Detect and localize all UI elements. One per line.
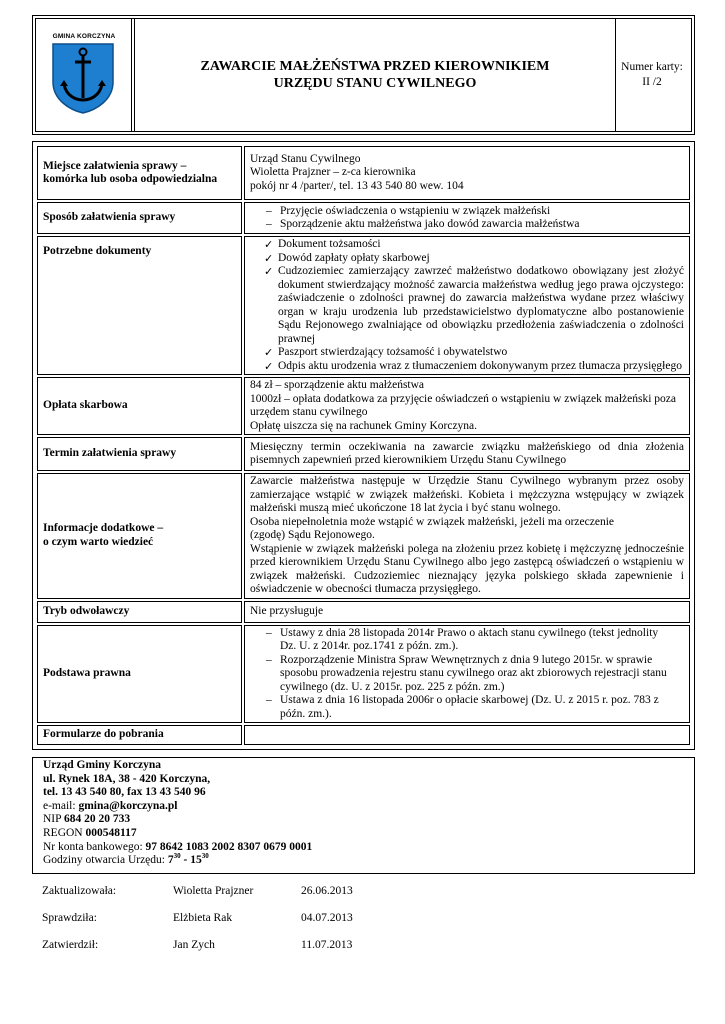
fee-line: 1000zł – opłata dodatkowa za przyjęcie oświadczeń o wstąpieniu w związek małżeński poza urzędem stanu cywilnego: [250, 392, 676, 418]
list-item: – Ustawa z dnia 16 listopada 2006r o opłacie skarbowej (Dz. U. z 2015 r. poz. 783 z późn. zm.).: [266, 694, 674, 721]
gmina-crest: [50, 33, 118, 117]
card-number-label: Numer karty:: [621, 61, 683, 73]
email-link[interactable]: gmina@korczyna.pl: [78, 799, 178, 812]
row-label: Tryb odwoławczy: [37, 601, 242, 623]
bank-account-label: Nr konta bankowego:: [43, 840, 146, 853]
responsible-person: Wioletta Prajzner – z-ca kierownika: [250, 166, 416, 179]
list-item: ✓ Dokument tożsamości: [264, 238, 684, 252]
document-title: [134, 19, 616, 131]
nip-label: NIP: [43, 813, 64, 826]
label-line: Informacje dodatkowe –: [43, 522, 164, 535]
info-paragraph: Zawarcie małżeństwa następuje w Urzędzie Stanu Cywilnego wybranym przez osoby zamierzające wstąpić w związek małżeński. Kobieta i mężczyzna wstępujący w związek małżeński muszą mieć ukończone 18 lat życia i być stanu wolnego.: [250, 475, 684, 514]
email-line: [43, 800, 684, 814]
office-address: ul. Rynek 18A, 38 - 420 Korczyna,: [43, 772, 211, 785]
row-value: [244, 625, 690, 724]
info-paragraph: Wstąpienie w związek małżeński polega na złożeniu przez kobietę i mężczyznę jednocześnie przed kierownikiem Urzędu Stanu Cywilnego albo jego zastępcą oświadczeń o wstąpieniu w związek małżeński. Cudzoziemiec nieznający języka polskiego składa zapewnienie i oświadczenie w obecności tłumacza przysięgłego.: [250, 542, 684, 595]
row-label: Podstawa prawna: [37, 625, 242, 724]
row-formularze: [37, 725, 690, 745]
info-paragraph: Osoba niepełnoletnia może wstąpić w związek małżeński, jeżeli ma orzeczenie: [250, 515, 615, 528]
hours-separator: -: [180, 854, 191, 867]
room-and-phone: pokój nr 4 /parter/, tel. 13 43 540 80 wew. 104: [250, 179, 464, 192]
row-label: Termin załatwienia sprawy: [37, 437, 242, 471]
document-header: [32, 15, 695, 135]
row-oplata: [37, 377, 690, 435]
row-value: [244, 473, 690, 599]
info-table-frame: [32, 141, 695, 750]
info-paragraph: (zgodę) Sądu Rejonowego.: [250, 529, 375, 541]
nip-value: 684 20 20 733: [63, 813, 131, 826]
row-informacje: [37, 473, 690, 599]
list-item: – Sporządzenie aktu małżeństwa jako dowód zawarcia małżeństwa: [266, 218, 684, 232]
bank-account-value: 97 8642 1083 2002 8307 0679 0001: [145, 840, 313, 853]
bank-account-line: [43, 841, 684, 855]
row-podstawa: [37, 625, 690, 724]
signature-date: 26.06.2013: [301, 885, 353, 897]
info-table: [35, 144, 692, 747]
office-phone: tel. 13 43 540 80, fax 13 43 540 96: [43, 786, 206, 799]
anchor-shield-icon: [50, 42, 116, 114]
regon-line: [43, 827, 684, 841]
signature-name: Jan Zych: [173, 939, 215, 951]
header-inner-frame: [35, 18, 692, 132]
list-item: – Ustawy z dnia 28 listopada 2014r Prawo o aktach stanu cywilnego (tekst jednolity Dz. U. z 2014r. poz.1741 z późn. zm.).: [266, 627, 674, 654]
crest-label: GMINA KORCZYNA: [52, 33, 116, 40]
list-item: ✓ Odpis aktu urodzenia wraz z tłumaczeniem dokonywanym przez tłumacza przysięgłego: [264, 360, 684, 374]
signature-date: 04.07.2013: [301, 912, 353, 924]
list-item: – Rozporządzenie Ministra Spraw Wewnętrznych z dnia 9 lutego 2015r. w sprawie sposobu prowadzenia rejestru stanu cywilnego oraz akt zbiorowych rejestracji stanu cywilnego (dz. U. z 2015r. poz. 225 z późn. zm.): [266, 654, 674, 695]
opening-hours-value: [168, 854, 209, 866]
fee-line: Opłatę uiszcza się na rachunek Gminy Korczyna.: [250, 419, 478, 432]
card-number-value: II /2: [642, 76, 662, 88]
logo-cell: [36, 19, 132, 131]
row-label: Opłata skarbowa: [37, 377, 242, 435]
row-termin: [37, 437, 690, 471]
signature-role: Sprawdziła:: [42, 912, 97, 924]
row-label: [37, 146, 242, 200]
row-value: [244, 146, 690, 200]
row-value: [244, 725, 690, 745]
signature-date: 11.07.2013: [301, 939, 353, 951]
hours-end: 15: [190, 854, 202, 867]
contact-box: [32, 757, 695, 874]
list-item: ✓ Cudzoziemiec zamierzający zawrzeć małżeństwo dodatkowo obowiązany jest złożyć dokument stwierdzający możność zawarcia małżeństwa według jego prawa ojczystego: zaświadczenie o zdolności prawnej do zawarcia małżeństwa wydane przez właściwy organ w kraju urodzenia lub przedstawicielstwo dyplomatyczne albo postanowienie Sądu Rejonowego zwalniające od obowiązku przedłożenia zaświadczenia o zdolności prawnej: [264, 265, 684, 346]
nip-line: [43, 813, 684, 827]
row-value: [244, 377, 690, 435]
hours-start-minutes: 30: [173, 852, 181, 861]
row-tryb: [37, 601, 690, 623]
email-label: e-mail:: [43, 799, 79, 812]
label-line: o czym warto wiedzieć: [43, 535, 154, 548]
office-name: Urząd Stanu Cywilnego: [250, 152, 361, 165]
row-sposob: [37, 202, 690, 234]
row-value: Nie przysługuje: [244, 601, 690, 623]
row-label: Potrzebne dokumenty: [37, 236, 242, 375]
row-dokumenty: [37, 236, 690, 375]
list-item: ✓ Dowód zapłaty opłaty skarbowej: [264, 252, 684, 266]
signature-name: Elżbieta Rak: [173, 912, 233, 924]
row-label: Sposób załatwienia sprawy: [37, 202, 242, 234]
opening-hours-line: [43, 854, 684, 868]
label-line: Miejsce załatwienia sprawy –: [43, 159, 187, 172]
signature-role: Zaktualizowała:: [42, 885, 117, 897]
regon-value: 000548117: [85, 826, 137, 839]
label-line: komórka lub osoba odpowiedzialna: [43, 173, 218, 185]
opening-hours-label: Godziny otwarcia Urzędu:: [43, 854, 168, 867]
list-item: – Przyjęcie oświadczenia o wstąpieniu w związek małżeński: [266, 205, 684, 219]
method-list: [250, 205, 684, 232]
fee-line: 84 zł – sporządzenie aktu małżeństwa: [250, 379, 425, 391]
row-value: [244, 202, 690, 234]
documents-list: [250, 238, 684, 373]
signature-role: Zatwierdził:: [42, 939, 99, 951]
title-line-1: ZAWARCIE MAŁŻEŃSTWA PRZED KIEROWNIKIEM: [200, 59, 550, 74]
office-name: Urząd Gminy Korczyna: [43, 759, 161, 771]
regon-label: REGON: [43, 826, 86, 839]
hours-end-minutes: 30: [201, 852, 209, 861]
signature-name: Wioletta Prajzner: [173, 885, 254, 897]
row-miejsce: [37, 146, 690, 200]
row-value: [244, 236, 690, 375]
hours-start: 7: [167, 854, 174, 867]
row-value: Miesięczny termin oczekiwania na zawarcie związku małżeńskiego od dnia złożenia pisemnych zapewnień przed kierownikiem Urzędu Stanu Cywilnego: [244, 437, 690, 471]
card-number-cell: [613, 19, 691, 131]
title-line-2: URZĘDU STANU CYWILNEGO: [273, 76, 477, 91]
row-label: Formularze do pobrania: [37, 725, 242, 745]
row-label: [37, 473, 242, 599]
list-item: ✓ Paszport stwierdzający tożsamość i obywatelstwo: [264, 346, 684, 360]
legal-basis-list: [250, 627, 684, 722]
